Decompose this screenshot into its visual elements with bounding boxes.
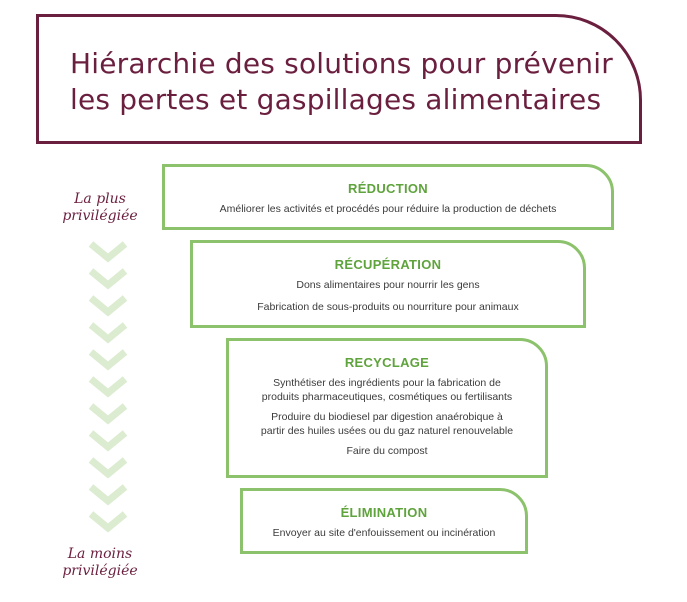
chevron-down-icon <box>86 294 130 318</box>
chevron-down-icon <box>86 429 130 453</box>
least-preferred-label <box>60 546 140 580</box>
tier-title: RÉCUPÉRATION <box>334 257 442 272</box>
tier-text: partir des huiles usées ou du gaz naturel renouvelable <box>260 425 514 437</box>
tier-title: ÉLIMINATION <box>340 505 428 520</box>
tier-elimination <box>240 488 528 554</box>
least-preferred-line-1: La moins <box>67 546 133 562</box>
title-line-2: les pertes et gaspillages alimentaires <box>70 83 602 116</box>
most-preferred-label <box>60 191 140 225</box>
least-preferred-line-2: privilégiée <box>62 563 138 579</box>
chevron-down-icon <box>86 483 130 507</box>
tier-text: Produire du biodiesel par digestion anaérobique à <box>271 411 503 423</box>
tier-text: Améliorer les activités et procédés pour réduire la production de déchets <box>219 203 557 215</box>
diagram-title <box>70 46 613 118</box>
tier-title: RECYCLAGE <box>344 355 430 370</box>
tier-text: Envoyer au site d'enfouissement ou incinération <box>272 527 496 539</box>
chevron-down-icon <box>86 456 130 480</box>
most-preferred-line-1: La plus <box>74 191 126 207</box>
tier-text: Faire du compost <box>346 445 428 457</box>
priority-chevrons <box>86 240 130 540</box>
chevron-down-icon <box>86 321 130 345</box>
tier-text: Synthétiser des ingrédients pour la fabrication de <box>273 377 501 389</box>
tier-text: produits pharmaceutiques, cosmétiques ou fertilisants <box>261 391 513 403</box>
chevron-down-icon <box>86 402 130 426</box>
chevron-down-icon <box>86 267 130 291</box>
chevron-down-icon <box>86 240 130 264</box>
tier-title: RÉDUCTION <box>348 181 428 196</box>
chevron-down-icon <box>86 375 130 399</box>
tier-text: Dons alimentaires pour nourrir les gens <box>296 279 480 291</box>
tier-recyclage <box>226 338 548 478</box>
title-line-1: Hiérarchie des solutions pour prévenir <box>70 47 613 80</box>
tier-text: Fabrication de sous-produits ou nourriture pour animaux <box>257 301 519 313</box>
tier-recuperation <box>190 240 586 328</box>
chevron-down-icon <box>86 348 130 372</box>
tier-reduction <box>162 164 614 230</box>
most-preferred-line-2: privilégiée <box>62 208 138 224</box>
chevron-down-icon <box>86 510 130 534</box>
